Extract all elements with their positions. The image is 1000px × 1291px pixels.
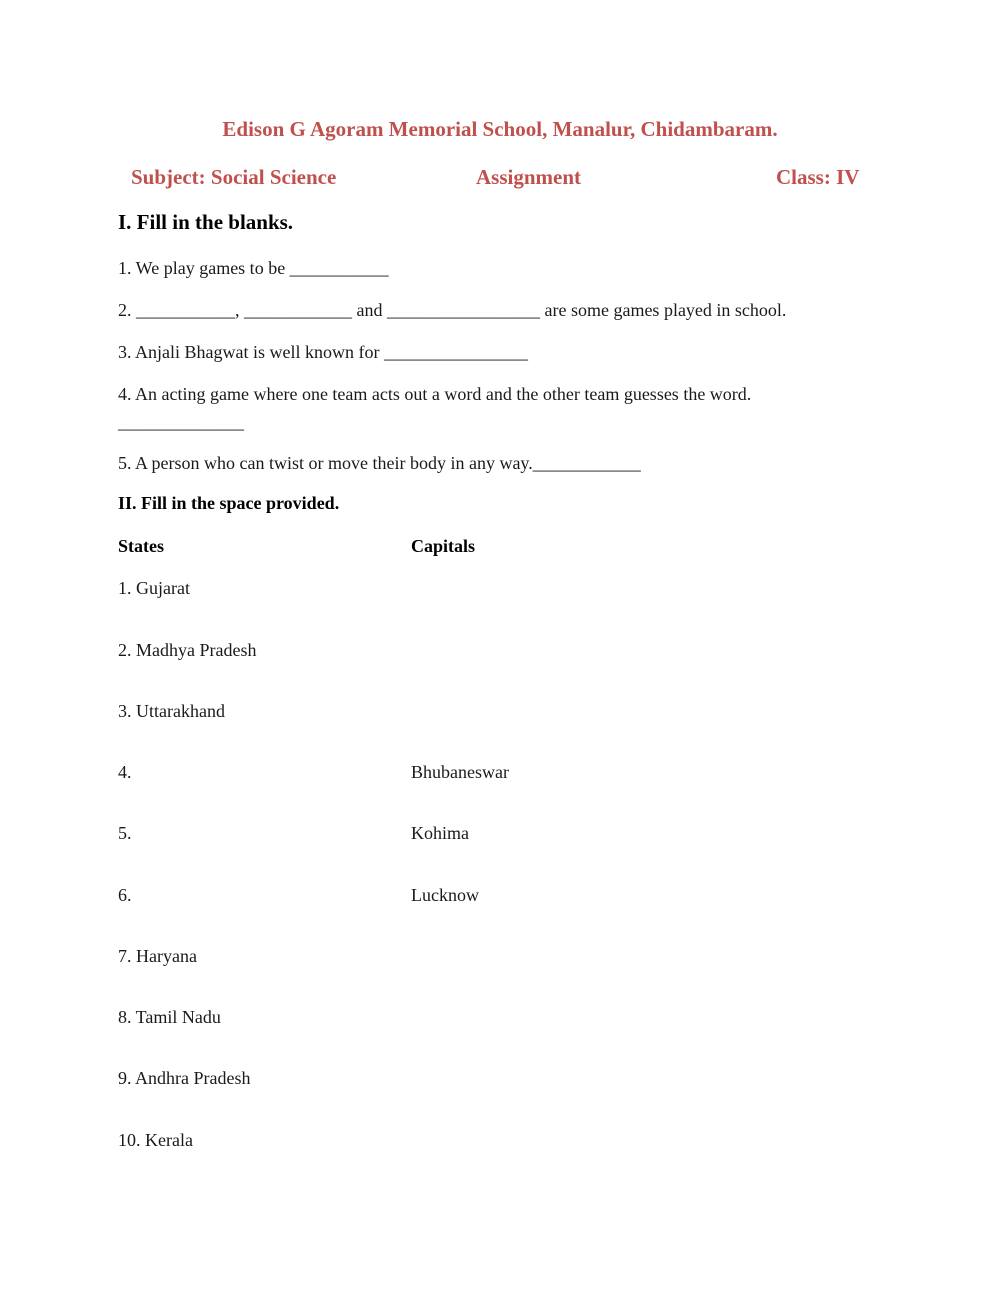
state-4: 4. [118,762,132,782]
question-4: 4. An acting game where one team acts out a word and the other team guesses the word. [118,384,752,404]
capital-6: Lucknow [411,885,479,905]
state-5: 5. [118,823,132,843]
question-4-blank: ______________ [118,412,244,432]
state-9: 9. Andhra Pradesh [118,1068,251,1088]
assignment-label: Assignment [476,165,582,189]
state-3: 3. Uttarakhand [118,701,225,721]
state-1: 1. Gujarat [118,578,190,598]
state-2: 2. Madhya Pradesh [118,640,257,660]
section-2-title: II. Fill in the space provided. [118,493,340,513]
question-2: 2. ___________, ____________ and _________________ are some games played in school. [118,300,787,320]
state-10: 10. Kerala [118,1130,193,1150]
class-label: Class: IV [776,165,860,189]
school-title: Edison G Agoram Memorial School, Manalur, Chidambaram. [222,117,778,141]
state-7: 7. Haryana [118,946,197,966]
states-column-header: States [118,536,164,556]
section-1-title: I. Fill in the blanks. [118,210,294,234]
question-3: 3. Anjali Bhagwat is well known for ________________ [118,342,528,362]
state-6: 6. [118,885,132,905]
question-5: 5. A person who can twist or move their body in any way.____________ [118,453,641,473]
capitals-column-header: Capitals [411,536,476,556]
capital-4: Bhubaneswar [411,762,509,782]
capital-5: Kohima [411,823,469,843]
subject-label: Subject: Social Science [131,165,337,189]
state-8: 8. Tamil Nadu [118,1007,221,1027]
question-1: 1. We play games to be ___________ [118,258,389,278]
